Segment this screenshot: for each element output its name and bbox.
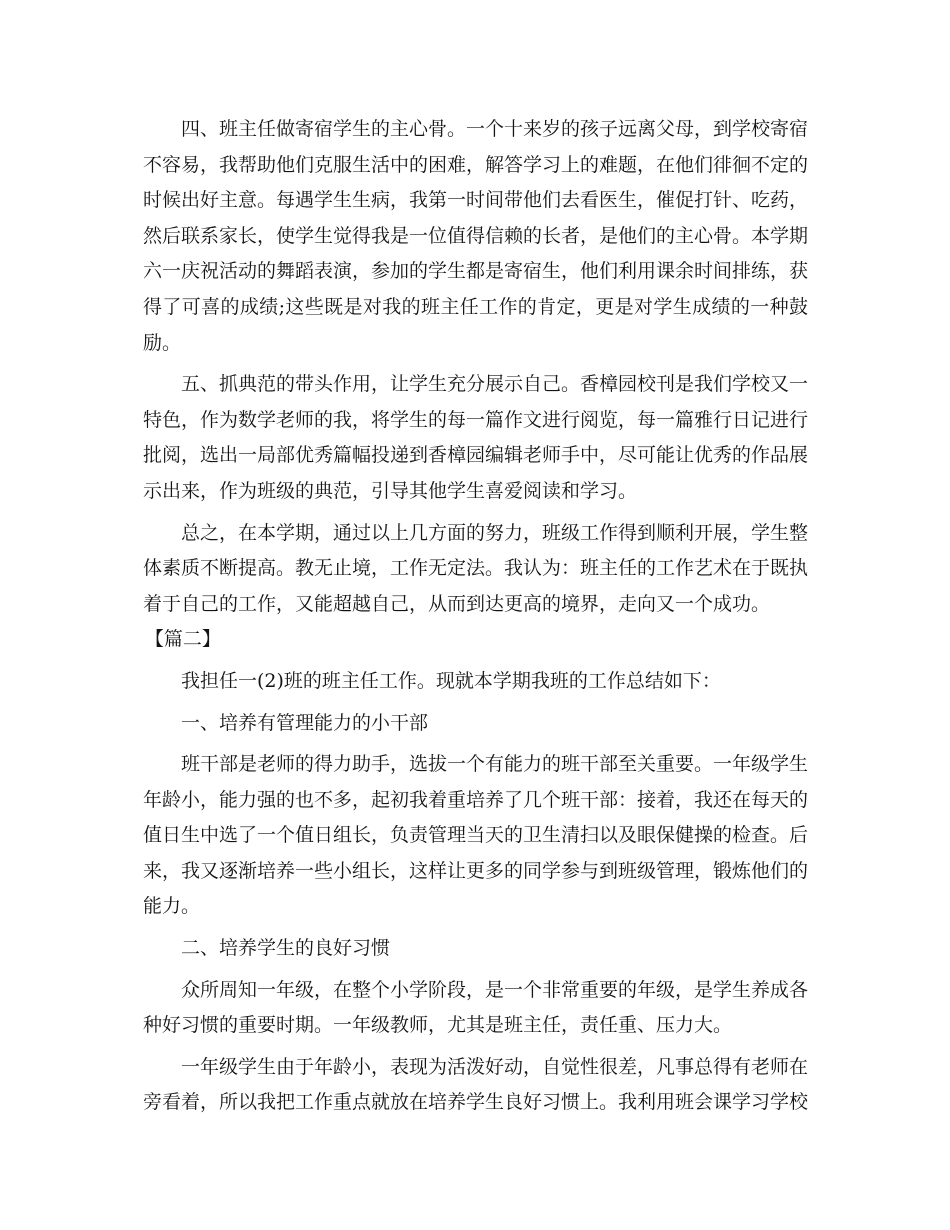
- subheading-good-habits: 二、培养学生的良好习惯: [181, 937, 391, 960]
- section-heading-part-two: 【篇二】: [144, 628, 221, 651]
- paragraph-boarding-students: 四、班主任做寄宿学生的主心骨。一个十来岁的孩子远离父母，到学校寄宿不容易，我帮助他们克服生活中的困难，解答学习上的难题，在他们徘徊不定的时候出好主意。每遇学生生病，我第一时间带他们去看医生，催促打针、吃药，然后联系家长，使学生觉得我是一位值得信赖的长者，是他们的主心骨。本学期六一庆祝活动的舞蹈表演，参加的学生都是寄宿生，他们利用课余时间排练，获得了可喜的成绩;这些既是对我的班主任工作的肯定，更是对学生成绩的一种鼓励。: [143, 118, 809, 354]
- document-body: [143, 112, 808, 1121]
- subheading-class-cadres: 一、培养有管理能力的小干部: [181, 711, 429, 734]
- paragraph-class-cadres: 班干部是老师的得力助手，选拔一个有能力的班干部至关重要。一年级学生年龄小，能力强的也不多，起初我着重培养了几个班干部：接着，我还在每天的值日生中选了一个值日组长，负责管理当天的卫生清扫以及眼保健操的检查。后来，我又逐渐培养一些小组长，这样让更多的同学参与到班级管理，锻炼他们的能力。: [143, 753, 809, 918]
- paragraph-intro-class: 我担任一(2)班的班主任工作。现就本学期我班的工作总结如下：: [181, 669, 721, 692]
- paragraph-conclusion: 总之，在本学期，通过以上几方面的努力，班级工作得到顺利开展，学生整体素质不断提高。教无止境，工作无定法。我认为：班主任的工作艺术在于既执着于自己的工作，又能超越自己，从而到达更高的境界，走向又一个成功。: [143, 521, 809, 615]
- paragraph-habit-training: 一年级学生由于年龄小，表现为活泼好动，自觉性很差，凡事总得有老师在旁看着，所以我把工作重点就放在培养学生良好习惯上。我利用班会课学习学校: [143, 1055, 809, 1114]
- paragraph-first-grade-importance: 众所周知一年级，在整个小学阶段，是一个非常重要的年级，是学生养成各种好习惯的重要时期。一年级教师，尤其是班主任，责任重、压力大。: [143, 978, 809, 1037]
- paragraph-role-models: 五、抓典范的带头作用，让学生充分展示自己。香樟园校刊是我们学校又一特色，作为数学老师的我，将学生的每一篇作文进行阅览，每一篇雅行日记进行批阅，选出一局部优秀篇幅投递到香樟园编辑老师手中，尽可能让优秀的作品展示出来，作为班级的典范，引导其他学生喜爱阅读和学习。: [143, 373, 809, 502]
